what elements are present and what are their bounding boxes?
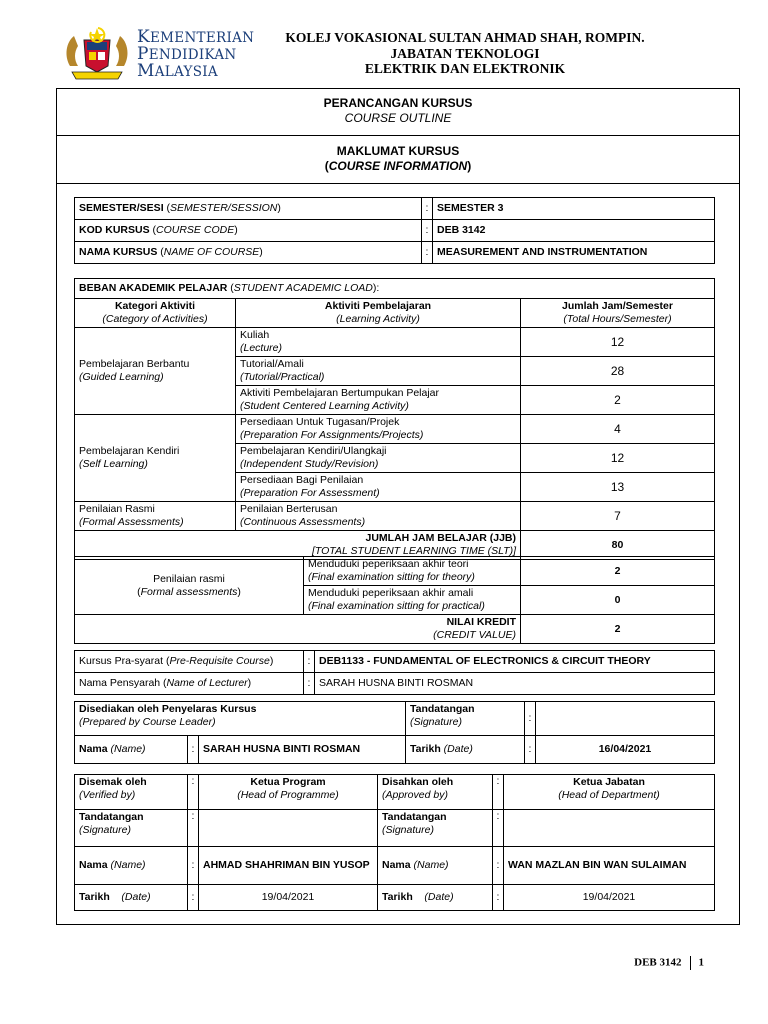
final-exam-table xyxy=(74,556,715,644)
prepared-name-label: Nama (Name) xyxy=(75,736,188,764)
prepared-signature-field[interactable] xyxy=(536,702,715,736)
head-of-programme: Ketua Program (Head of Programme) xyxy=(199,775,378,810)
header-category: Kategori Aktiviti (Category of Activities) xyxy=(75,299,236,328)
course-code-label: KOD KURSUS (COURSE CODE) xyxy=(75,220,422,242)
prereq-label: Kursus Pra-syarat (Pre-Requisite Course) xyxy=(75,651,304,673)
department-name: JABATAN TEKNOLOGI xyxy=(390,45,540,61)
course-code-value: DEB 3142 xyxy=(433,220,715,242)
verified-sign-label: Tandatangan (Signature) xyxy=(75,810,188,847)
slt-value: 80 xyxy=(521,531,715,560)
header-activity: Aktiviti Pembelajaran (Learning Activity) xyxy=(236,299,521,328)
prerequisite-table: Kursus Pra-syarat (Pre-Requisite Course) : DEB1133 - FUNDAMENTAL OF ELECTRONICS & CIRCUIT THEORY Nama Pensyarah (Name of Lecturer) : SARAH HUSNA BINTI ROSMAN xyxy=(74,650,715,695)
department-name-2: ELEKTRIK DAN ELEKTRONIK xyxy=(364,61,566,76)
activity-row: Kuliah (Lecture) xyxy=(236,328,521,357)
exam-category: Penilaian rasmi (Formal assessments) xyxy=(75,557,304,615)
exam-theory-value: 2 xyxy=(521,557,715,586)
header-hours: Jumlah Jam/Semester (Total Hours/Semester) xyxy=(521,299,715,328)
prepared-name-value: SARAH HUSNA BINTI ROSMAN xyxy=(199,736,406,764)
exam-practical: Menduduki peperiksaan akhir amali (Final examination sitting for practical) xyxy=(304,586,521,615)
approved-signature-field[interactable] xyxy=(504,810,715,847)
slt-label: JUMLAH JAM BELAJAR (JJB) [TOTAL STUDENT LEARNING TIME (SLT)] xyxy=(75,531,521,560)
category-self: Pembelajaran Kendiri (Self Learning) xyxy=(75,415,236,502)
exam-practical-value: 0 xyxy=(521,586,715,615)
hours-value: 12 xyxy=(521,328,715,357)
course-outline-title: PERANCANGAN KURSUS COURSE OUTLINE xyxy=(323,96,473,125)
approved-label: Disahkan oleh (Approved by) xyxy=(378,775,493,810)
semester-value: SEMESTER 3 xyxy=(433,198,715,220)
semester-label: SEMESTER/SESI (SEMESTER/SESSION) xyxy=(75,198,422,220)
verified-name-value: AHMAD SHAHRIMAN BIN YUSOP xyxy=(199,847,378,885)
lecturer-value: SARAH HUSNA BINTI ROSMAN xyxy=(315,673,715,695)
approved-name-value: WAN MAZLAN BIN WAN SULAIMAN xyxy=(504,847,715,885)
page-number: 1 xyxy=(698,956,704,969)
activity-row: Persediaan Bagi Penilaian (Preparation For Assessment) xyxy=(236,473,521,502)
activity-row: Penilaian Berterusan (Continuous Assessments) xyxy=(236,502,521,531)
prepared-date-value: 16/04/2021 xyxy=(536,736,715,764)
category-formal: Penilaian Rasmi (Formal Assessments) xyxy=(75,502,236,531)
credit-label: NILAI KREDIT (CREDIT VALUE) xyxy=(75,615,521,644)
head-of-department: Ketua Jabatan (Head of Department) xyxy=(504,775,715,810)
course-information-title: MAKLUMAT KURSUS (COURSE INFORMATION) xyxy=(324,144,472,173)
credit-value: 2 xyxy=(521,615,715,644)
ministry-name: KEMENTERIAN PENDIDIKAN MALAYSIA xyxy=(137,27,255,81)
approved-name-label: Nama (Name) xyxy=(378,847,493,885)
hours-value: 13 xyxy=(521,473,715,502)
prepared-date-label: Tarikh (Date) xyxy=(406,736,525,764)
hours-value: 12 xyxy=(521,444,715,473)
verification-table: Disemak oleh (Verified by) : Ketua Program (Head of Programme) Disahkan oleh (Approved by) : Ketua Jabatan (Head of Department) Tandatangan (Signature) : Tandatangan (Signature) : Nama (Name) : AHMAD SHAHRIMAN BIN YUSOP Nama (Name) : WAN MAZLAN BIN WAN SULAIMAN Tarikh (Date) : 19/04/2021 Tarikh (Date) : 19/04/2021 xyxy=(74,774,715,911)
verified-date-value: 19/04/2021 xyxy=(199,885,378,911)
student-load-table xyxy=(74,278,715,560)
activity-row: Aktiviti Pembelajaran Bertumpukan Pelajar (Student Centered Learning Activity) xyxy=(236,386,521,415)
category-guided: Pembelajaran Berbantu (Guided Learning) xyxy=(75,328,236,415)
footer-course-code: DEB 3142 xyxy=(634,956,682,969)
load-title: BEBAN AKADEMIK PELAJAR (STUDENT ACADEMIC LOAD): xyxy=(75,279,715,299)
verified-label: Disemak oleh (Verified by) xyxy=(75,775,188,810)
hours-value: 2 xyxy=(521,386,715,415)
exam-theory: Menduduki peperiksaan akhir teori (Final examination sitting for theory) xyxy=(304,557,521,586)
course-info-table: SEMESTER/SESI (SEMESTER/SESSION) : SEMESTER 3 KOD KURSUS (COURSE CODE) : DEB 3142 NAMA KURSUS (NAME OF COURSE) : MEASUREMENT AND INSTRUMENTATION xyxy=(74,197,715,264)
activity-row: Tutorial/Amali (Tutorial/Practical) xyxy=(236,357,521,386)
prepared-label: Disediakan oleh Penyelaras Kursus (Prepared by Course Leader) xyxy=(75,702,406,736)
approved-date-value: 19/04/2021 xyxy=(504,885,715,911)
hours-value: 4 xyxy=(521,415,715,444)
approved-sign-label: Tandatangan (Signature) xyxy=(378,810,493,847)
college-name: KOLEJ VOKASIONAL SULTAN AHMAD SHAH, ROMPIN. xyxy=(285,30,645,45)
hours-value: 7 xyxy=(521,502,715,531)
activity-row: Persediaan Untuk Tugasan/Projek (Preparation For Assignments/Projects) xyxy=(236,415,521,444)
course-name-value: MEASUREMENT AND INSTRUMENTATION xyxy=(433,242,715,264)
prepared-by-table: Disediakan oleh Penyelaras Kursus (Prepared by Course Leader) Tandatangan (Signature) : Nama (Name) : SARAH HUSNA BINTI ROSMAN Tarikh (Date) : 16/04/2021 xyxy=(74,701,715,764)
course-name-label: NAMA KURSUS (NAME OF COURSE) xyxy=(75,242,422,264)
verified-signature-field[interactable] xyxy=(199,810,378,847)
prereq-value: DEB1133 - FUNDAMENTAL OF ELECTRONICS & CIRCUIT THEORY xyxy=(315,651,715,673)
approved-date-label: Tarikh (Date) xyxy=(378,885,493,911)
verified-date-label: Tarikh (Date) xyxy=(75,885,188,911)
prepared-sign-label: Tandatangan (Signature) xyxy=(406,702,525,736)
activity-row: Pembelajaran Kendiri/Ulangkaji (Independent Study/Revision) xyxy=(236,444,521,473)
page-footer xyxy=(634,956,704,970)
verified-name-label: Nama (Name) xyxy=(75,847,188,885)
malaysia-crest-logo xyxy=(62,26,132,82)
hours-value: 28 xyxy=(521,357,715,386)
college-heading xyxy=(260,30,670,77)
lecturer-label: Nama Pensyarah (Name of Lecturer) xyxy=(75,673,304,695)
